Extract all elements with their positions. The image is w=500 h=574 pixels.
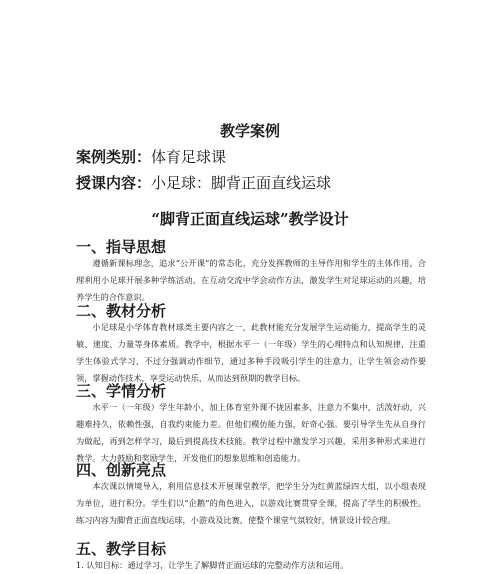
case-category xyxy=(76,146,226,167)
section-heading-guiding-thought: 一、指导思想 xyxy=(76,238,167,256)
section-body-guiding-thought: 遵循新课标理念，追求“公开课”的常态化，充分发挥教师的主导作用和学生的主体作用，合理利用小足球开展多种学练活动，在互动交流中学会动作方法，激发学生对足球运动的兴趣，培养学生的合作意识。 xyxy=(76,258,426,302)
lesson-content-value: 小足球：脚背正面直线运球 xyxy=(151,174,332,192)
case-category-label: 案例类别： xyxy=(76,148,152,166)
section-heading-teaching-goals: 五、教学目标 xyxy=(76,540,167,558)
section-body-student-analysis: 水平一（一年级）学生年龄小，加上体育室外课不拢因素多，注意力不集中，活泼好动，兴趣难持久，依赖性强，自我约束能力差。但他们模仿能力强，好奇心强。要引导学生先从自身行为做起，再到怎样学习，最后到提高技术技能。教学过程中激发学习兴趣，采用多种形式来进行教学。大力鼓励和奖励学生，开发他们的想象思维和创造能力。 xyxy=(76,402,426,463)
lesson-content xyxy=(76,172,331,193)
section-body-innovation: 本次课以情境导入，利用信息技术开展课堂教学，把学生分为红黄蓝绿四大组，以小组表现为单位，进行积分。学生们以“企鹅”的角色进入，以游戏比赛贯穿全课，提高了学生的积极性。练习内容为脚背正面直线运球，小游戏及比赛，使整个课堂气氛较好，情景设计较合理。 xyxy=(76,481,426,525)
design-title: “脚背正面直线运球”教学设计 xyxy=(151,210,349,228)
section-heading-innovation: 四、创新亮点 xyxy=(76,461,167,479)
section-body-material-analysis: 小足球是小学体育教材球类主要内容之一，此教材能充分发展学生运动能力，提高学生的灵敏、速度、力量等身体素质。教学中，根据水平一（一年级）学生的心理特点和认知规律，注重学生体验式学习，不过分强调动作细节，通过多种手段吸引学生的注意力，让学生领会动作要领，掌握动作技术，享受运动快乐，从而达到预期的教学目标。 xyxy=(76,322,426,383)
section-body-teaching-goals: 1. 认知目标：通过学习，让学生了解脚背正面运球的完整动作方法和运用。 xyxy=(76,560,349,570)
document-heading: 教学案例 xyxy=(219,122,280,140)
lesson-content-label: 授课内容： xyxy=(76,174,152,192)
section-heading-student-analysis: 三、学情分析 xyxy=(76,382,167,400)
section-heading-material-analysis: 二、教材分析 xyxy=(76,302,167,320)
case-category-value: 体育足球课 xyxy=(151,148,227,166)
